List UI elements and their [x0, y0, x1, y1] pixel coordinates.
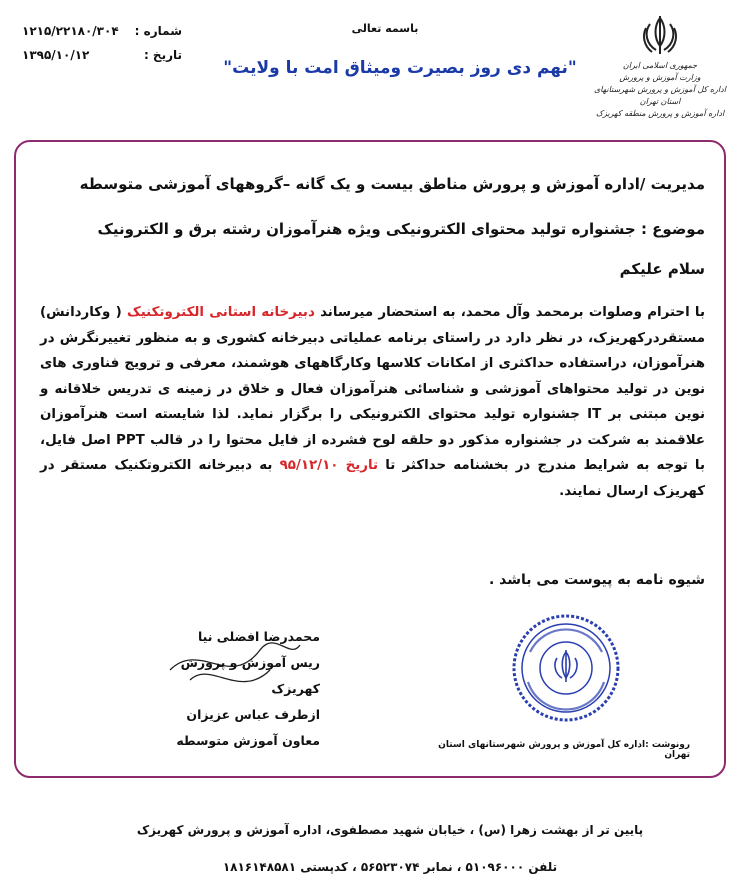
motto-banner: "نهم دی روز بصیرت ومیثاق امت با ولایت" [223, 58, 577, 78]
letter-date-row [22, 48, 182, 62]
letterhead-line: وزارت آموزش و پرورش [619, 73, 701, 82]
letter-date-value: ۱۳۹۵/۱۰/۱۲ [22, 48, 90, 62]
body-text: با احترام وصلوات برمحمد وآل محمد، به استحضار میرساند [314, 305, 705, 320]
body-highlight-deadline: تاریخ ۹۵/۱۲/۱۰ [279, 458, 379, 473]
letterhead-line: اداره آموزش و پرورش منطقه کهریزک [595, 109, 725, 118]
footer-contact: تلفن ۵۱۰۹۶۰۰۰ ، نمابر ۵۶۵۲۳۰۷۴ ، کدپستی ۱۸۱۶۱۴۸۵۸۱ [222, 860, 558, 874]
letter-number-label: شماره : [134, 24, 182, 38]
bismillah-heading: باسمه تعالی [351, 22, 419, 35]
official-seal-icon [510, 612, 622, 724]
letter-number-row [22, 24, 182, 38]
letter-closing: شیوه نامه به پیوست می باشد . [488, 572, 705, 588]
cc-note: رونوشت :اداره کل آموزش و پرورش شهرستانهای استان تهران [438, 740, 690, 760]
letter-date-label: تاریخ : [143, 48, 182, 62]
signer-title: ریس آموزش و پرورش کهریزک [180, 655, 320, 696]
letter-body [40, 300, 705, 504]
letter-meta [22, 24, 182, 72]
letter-subject: موضوع : جشنواره تولید محتوای الکترونیکی ویژه هنرآموزان رشته برق و الکترونیک [97, 220, 705, 238]
letterhead-lines [590, 60, 730, 120]
signature-block [140, 624, 320, 754]
signer-name: محمدرضا افضلی نیا [197, 629, 320, 644]
letter-recipient: مدیریت /اداره آموزش و پرورش مناطق بیست و یک گانه –گروههای آموزشی متوسطه [79, 175, 705, 193]
body-text: به دبیرخانه الکتروتکنیک مستقر در کهریزک ارسال نمایند. [40, 458, 705, 499]
ministry-letterhead [590, 14, 730, 120]
body-text: ( وکاردانش) مستقردرکهریزک، در نظر دارد در راستای برنامه عملیاتی دبیرخانه کشوری و به منظور تغییرنگرش در هنرآموزان، دراستفاده حداکثری از امکانات کلاسها وکارگاههای هوشمند، معرفی و ترویج فناوری های نوین در تولید محتواهای آموزشی و شناسائی هنرآموزان فعال و خلاق در زمینه ی تدریس خلاقانه و نوین مبتنی بر IT جشنواره تولید محتوای الکترونیکی را برگزار نماید. لذا شایسته است هنرآموزان علاقمند به شرکت در جشنواره مذکور دو حلقه لوح فشرده از فایل محتوا را در قالب PPT اصل فایل، با توجه به شرایط مندرج در بخشنامه حداکثر تا [40, 305, 706, 473]
letter-greeting: سلام علیکم [619, 260, 705, 278]
iran-emblem-icon [640, 14, 680, 56]
letterhead-line: اداره کل آموزش و پرورش شهرستانهای استان تهران [594, 85, 726, 106]
letterhead-line: جمهوری اسلامی ایران [622, 61, 698, 70]
footer-address: پایین تر از بهشت زهرا (س) ، خیابان شهید مصطفوی، اداره آموزش و پرورش کهریزک [136, 823, 644, 837]
body-highlight-secretariat: دبیرخانه استانی الکتروتکنیک [127, 305, 315, 320]
letter-number-value: ۱۲۱۵/۲۲۱۸۰/۳۰۴ [22, 24, 119, 38]
deputy-title: معاون آموزش متوسطه [176, 733, 320, 748]
deputy-name: ازطرف عباس عزیزان [186, 707, 320, 722]
